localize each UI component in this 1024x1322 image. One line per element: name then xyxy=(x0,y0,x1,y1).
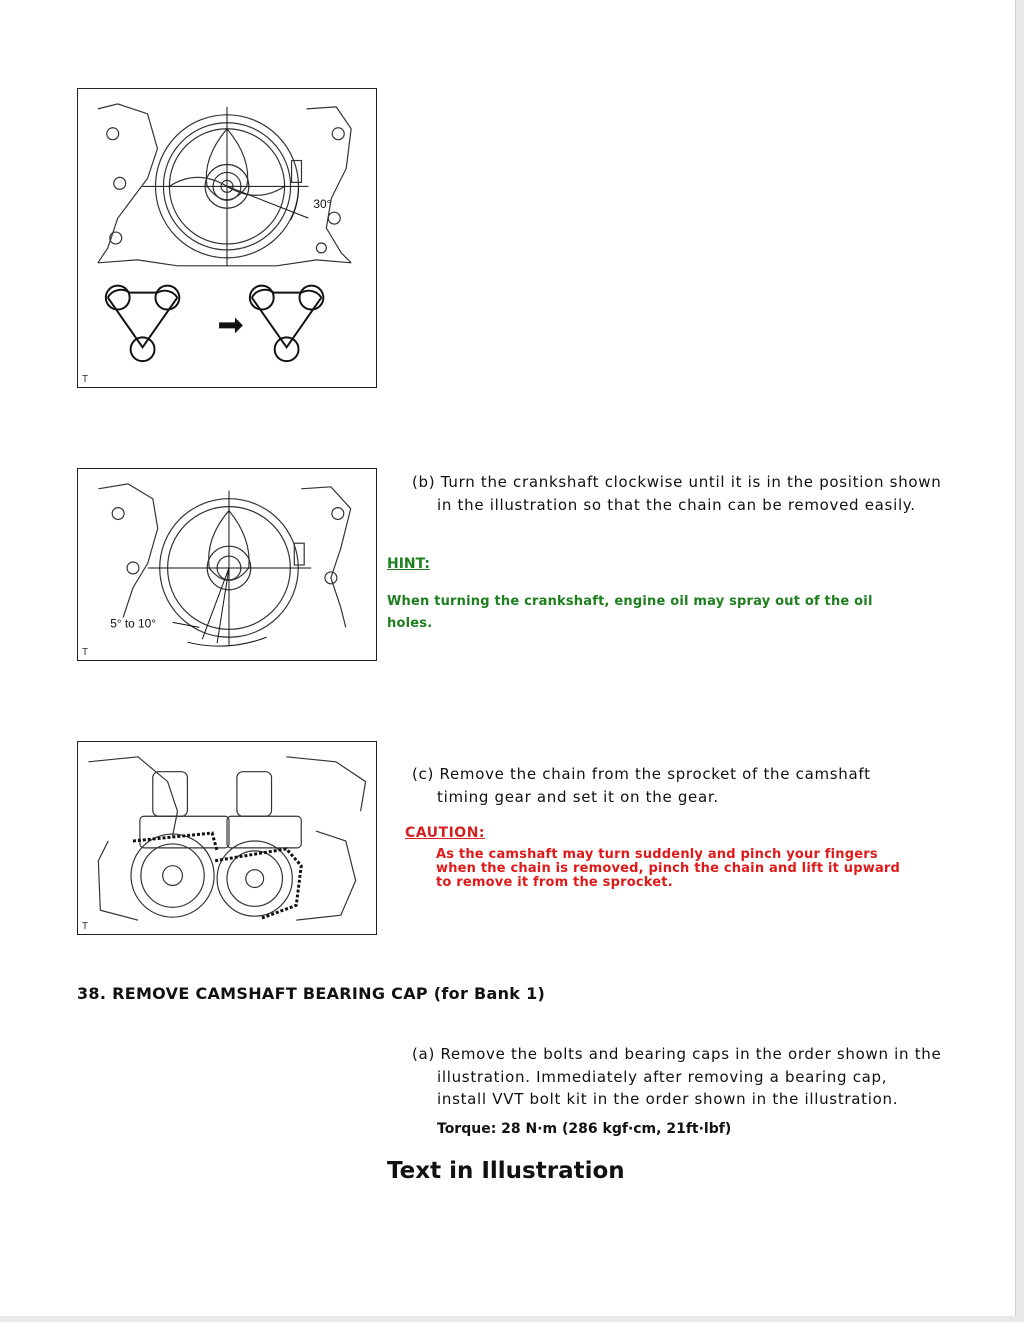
caution-title: CAUTION: xyxy=(405,825,486,841)
torque-spec: Torque: 28 N·m (286 kgf·cm, 21ft·lbf) xyxy=(437,1121,732,1137)
hint-title: HINT: xyxy=(387,556,431,572)
section-38-heading: 38. REMOVE CAMSHAFT BEARING CAP (for Bank 1) xyxy=(77,984,546,1003)
step-c-text: (c) Remove the chain from the sprocket of the camshaft timing gear and set it on the gear. xyxy=(412,765,871,806)
caution-line: As the camshaft may turn suddenly and pinch your fingers xyxy=(436,847,878,862)
crankshaft-position-drawing xyxy=(78,469,376,660)
figure-code: T xyxy=(82,374,89,385)
crankshaft-drawing xyxy=(78,89,376,387)
camshaft-chain-drawing xyxy=(78,742,376,934)
hint-text: When turning the crankshaft, engine oil may spray out of the oil holes. xyxy=(387,594,873,631)
angle-label-5-to-10: 5° to 10° xyxy=(110,616,156,631)
figure-code: T xyxy=(82,647,89,658)
caution-line: to remove it from the sprocket. xyxy=(436,875,673,890)
crankshaft-30deg-illustration xyxy=(77,88,377,388)
angle-label-30: 30° xyxy=(313,197,332,212)
caution-text xyxy=(436,848,936,890)
camshaft-chain-illustration xyxy=(77,741,377,935)
crankshaft-5to10deg-illustration xyxy=(77,468,377,661)
illustration-text-heading: Text in Illustration xyxy=(387,1158,625,1184)
figure-code: T xyxy=(82,921,89,932)
step-b-text: (b) Turn the crankshaft clockwise until it is in the position shown in the illustration so that the chain can be removed easily. xyxy=(412,473,942,514)
step-a-text: (a) Remove the bolts and bearing caps in the order shown in the illustration. Immediately after removing a bearing cap, install VVT bolt kit in the order shown in the illustration. xyxy=(412,1045,942,1108)
caution-line: when the chain is removed, pinch the chain and lift it upward xyxy=(436,861,901,876)
